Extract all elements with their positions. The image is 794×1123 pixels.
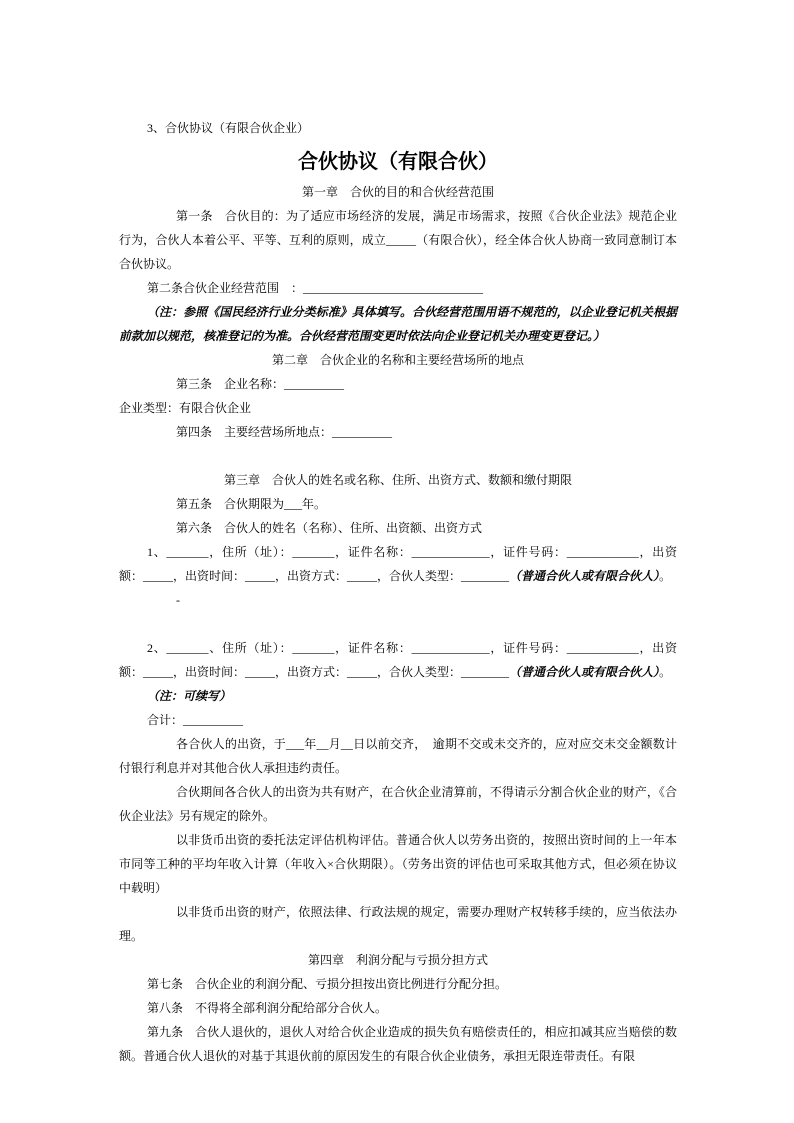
- partner-2-entry: [119, 636, 677, 684]
- partner-2-type-note: （普通合伙人或有限合伙人）: [509, 665, 660, 679]
- chapter-1-heading: 第一章 合伙的目的和合伙经营范围: [301, 185, 494, 199]
- document-title: 合伙协议（有限合伙）: [298, 151, 498, 173]
- article-2-business-scope: 第二条合伙企业经营范围 ：______________________________: [147, 281, 484, 295]
- chapter-2-heading: 第二章 合伙企业的名称和主要经营场所的地点: [271, 353, 524, 367]
- chapter-4-heading: 第四章 利润分配与亏损分担方式: [307, 953, 488, 967]
- payment-deadline-paragraph: 各合伙人的出资，于___年__月__日以前交齐， 逾期不交或未交齐的，应对应交未交金额数计付银行利息并对其他合伙人承担违约责任。: [119, 737, 677, 775]
- dash-line: -: [176, 593, 180, 607]
- blank-line: [119, 612, 677, 636]
- article-1-purpose: 第一条 合伙目的：为了适应市场经济的发展，满足市场需求，按照《合伙企业法》规范企业行为，合伙人本着公平、平等、互利的原则，成立_____（有限合伙），经全体合伙人协商一致同意制订本合伙协议。: [119, 209, 677, 271]
- valuation-paragraph: 以非货币出资的委托法定评估机构评估。普通合伙人以劳务出资的，按照出资时间的上一年本市同等工种的平均年收入计算（年收入×合伙期限）。（劳务出资的评估也可采取其他方式，但必须在协议中载明）: [119, 833, 677, 895]
- blank-line: [119, 444, 677, 468]
- partner-1-period: 。: [659, 569, 672, 583]
- article-7-profit-distribution: 第七条 合伙企业的利润分配、亏损分担按出资比例进行分配分担。: [147, 977, 508, 991]
- partner-2-period: 。: [659, 665, 672, 679]
- article-6-partner-info: 第六条 合伙人的姓名（名称）、住所、出资额、出资方式: [176, 521, 483, 535]
- article-3-company-name: 第三条 企业名称：__________: [176, 377, 345, 391]
- article-4-business-location: 第四条 主要经营场所地点：__________: [176, 425, 393, 439]
- property-transfer-paragraph: 以非货币出资的财产，依照法律、行政法规的规定，需要办理财产权转移手续的，应当依法办理。: [119, 905, 677, 943]
- chapter-3-heading: 第三章 合伙人的姓名或名称、住所、出资方式、数额和缴付期限: [223, 473, 572, 487]
- partner-1-type-note: （普通合伙人或有限合伙人）: [509, 569, 660, 583]
- note-fill-instruction: （注：参照《国民经济行业分类标准》具体填写。合伙经营范围用语不规范的，以企业登记机关根据前款加以规范，核准登记的为准。合伙经营范围变更时依法向企业登记机关办理变更登记。）: [119, 305, 677, 343]
- article-5-partnership-term: 第五条 合伙期限为___年。: [176, 497, 327, 511]
- common-property-paragraph: 合伙期间各合伙人的出资为共有财产，在合伙企业清算前，不得请示分割合伙企业的财产，《合伙企业法》另有规定的除外。: [119, 785, 677, 823]
- partner-1-main-text: 1、_______，住所（址）：_______，证件名称：_____________，证件号码：____________，出资额：_____，出资时间：_____，出资方式：_____，合伙人类型：________: [119, 545, 677, 583]
- partner-2-main-text: 2、_______、住所（址）：_______，证件名称：_____________，证件号码：____________，出资额：_____，出资时间：_____，出资方式：_____，合伙人类型：________: [119, 641, 677, 679]
- company-type-line: 企业类型：有限合伙企业: [119, 401, 252, 415]
- note-continuation: （注：可续写）: [147, 689, 232, 703]
- total-line: 合计：__________: [147, 713, 244, 727]
- article-8-profit-restriction: 第八条 不得将全部利润分配给部分合伙人。: [147, 1001, 388, 1015]
- article-9-withdrawal-liability: 第九条 合伙人退伙的，退伙人对给合伙企业造成的损失负有赔偿责任的，相应扣减其应当赔偿的数额。普通合伙人退伙的对基于其退伙前的原因发生的有限合伙企业债务，承担无限连带责任。有限: [119, 1025, 677, 1063]
- partner-1-entry: [119, 540, 677, 588]
- toc-entry: 3、合伙协议（有限合伙企业）: [147, 121, 310, 135]
